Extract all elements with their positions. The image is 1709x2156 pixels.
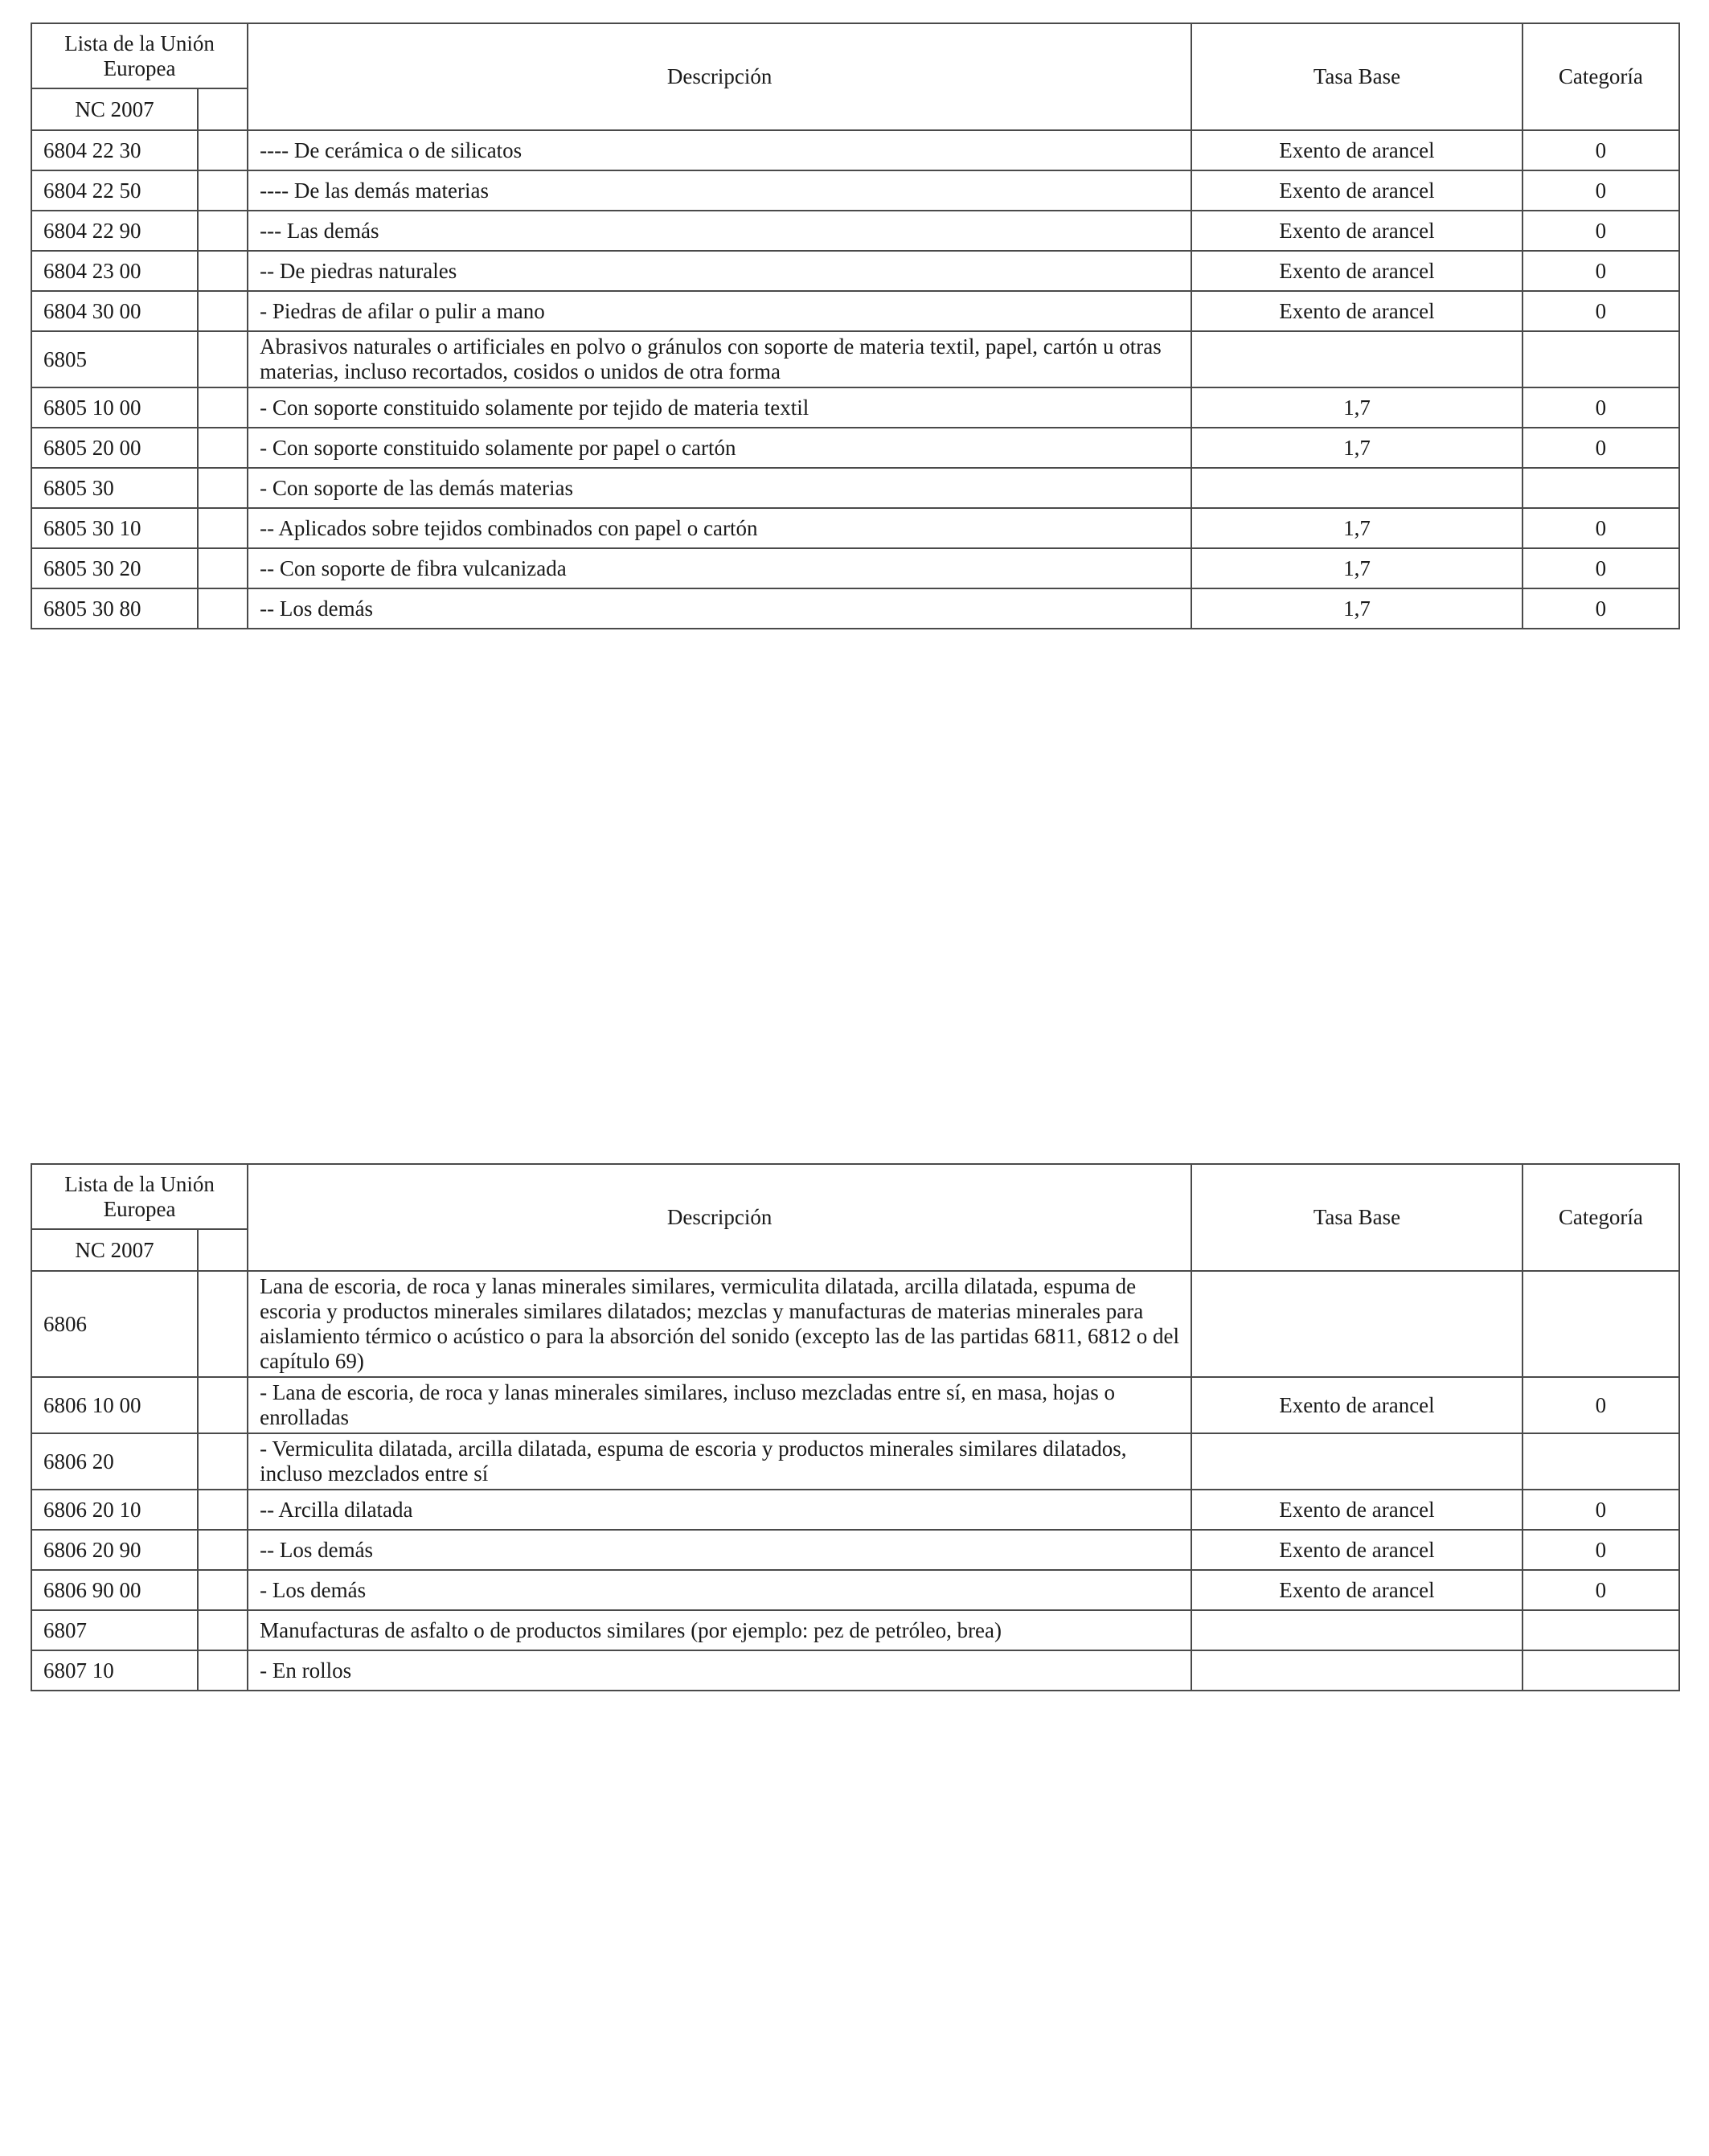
description-cell: -- Con soporte de fibra vulcanizada <box>248 548 1191 588</box>
code-cell: 6805 30 <box>31 468 198 508</box>
code-cell: 6806 20 90 <box>31 1530 198 1570</box>
blank-cell <box>198 251 248 291</box>
base-rate-cell: 1,7 <box>1191 387 1523 428</box>
list-title-header: Lista de la Unión Europea <box>31 23 248 88</box>
table-row <box>31 1650 1679 1691</box>
category-header: Categoría <box>1523 23 1679 130</box>
blank-cell <box>198 387 248 428</box>
category-cell <box>1523 468 1679 508</box>
category-cell: 0 <box>1523 130 1679 170</box>
blank-cell <box>198 548 248 588</box>
base-rate-cell: Exento de arancel <box>1191 291 1523 331</box>
base-rate-cell: 1,7 <box>1191 428 1523 468</box>
blank-cell <box>198 508 248 548</box>
description-cell: Abrasivos naturales o artificiales en polvo o gránulos con soporte de materia textil, papel, cartón u otras materias, incluso recortados, cosidos o unidos de otra forma <box>248 331 1191 387</box>
blank-cell <box>198 1610 248 1650</box>
base-rate-cell: 1,7 <box>1191 508 1523 548</box>
base-rate-cell <box>1191 331 1523 387</box>
blank-cell <box>198 211 248 251</box>
category-cell <box>1523 1650 1679 1691</box>
code-cell: 6806 20 10 <box>31 1490 198 1530</box>
description-cell: - Los demás <box>248 1570 1191 1610</box>
base-rate-cell: Exento de arancel <box>1191 251 1523 291</box>
category-cell: 0 <box>1523 1490 1679 1530</box>
code-cell: 6804 22 50 <box>31 170 198 211</box>
description-cell: - Con soporte constituido solamente por papel o cartón <box>248 428 1191 468</box>
blank-cell <box>198 1377 248 1433</box>
blank-cell <box>198 291 248 331</box>
description-header: Descripción <box>248 23 1191 130</box>
description-cell: -- Los demás <box>248 1530 1191 1570</box>
table-row <box>31 331 1679 387</box>
category-cell: 0 <box>1523 387 1679 428</box>
description-cell: --- Las demás <box>248 211 1191 251</box>
base-rate-cell: 1,7 <box>1191 548 1523 588</box>
nc-header: NC 2007 <box>31 88 198 130</box>
table-row <box>31 387 1679 428</box>
code-cell: 6806 20 <box>31 1433 198 1490</box>
code-cell: 6804 30 00 <box>31 291 198 331</box>
description-cell: ---- De cerámica o de silicatos <box>248 130 1191 170</box>
table-row <box>31 548 1679 588</box>
code-cell: 6805 20 00 <box>31 428 198 468</box>
blank-cell <box>198 1271 248 1377</box>
category-cell: 0 <box>1523 1530 1679 1570</box>
base-rate-cell: Exento de arancel <box>1191 1570 1523 1610</box>
description-cell: -- Los demás <box>248 588 1191 629</box>
list-title-header: Lista de la Unión Europea <box>31 1164 248 1229</box>
blank-cell <box>198 428 248 468</box>
base-rate-cell <box>1191 468 1523 508</box>
category-cell: 0 <box>1523 588 1679 629</box>
table-row <box>31 1530 1679 1570</box>
base-rate-cell <box>1191 1610 1523 1650</box>
nc-header: NC 2007 <box>31 1229 198 1271</box>
table-row <box>31 1570 1679 1610</box>
base-rate-cell: 1,7 <box>1191 588 1523 629</box>
description-cell: Lana de escoria, de roca y lanas minerales similares, vermiculita dilatada, arcilla dilatada, espuma de escoria y productos minerales similares dilatados; mezclas y manufacturas de materias minerales para aislamiento térmico o acústico o para la absorción del sonido (excepto las de las partidas 6811, 6812 o del capítulo 69) <box>248 1271 1191 1377</box>
blank-cell <box>198 1433 248 1490</box>
category-cell <box>1523 1433 1679 1490</box>
base-rate-cell <box>1191 1433 1523 1490</box>
description-cell: - Lana de escoria, de roca y lanas minerales similares, incluso mezcladas entre sí, en masa, hojas o enrolladas <box>248 1377 1191 1433</box>
code-cell: 6806 90 00 <box>31 1570 198 1610</box>
table-row <box>31 1490 1679 1530</box>
base-rate-cell: Exento de arancel <box>1191 1530 1523 1570</box>
category-cell: 0 <box>1523 211 1679 251</box>
code-cell: 6805 30 80 <box>31 588 198 629</box>
code-cell: 6805 <box>31 331 198 387</box>
base-rate-header: Tasa Base <box>1191 23 1523 130</box>
category-cell <box>1523 1271 1679 1377</box>
table-1-body <box>31 23 1679 629</box>
code-cell: 6804 22 30 <box>31 130 198 170</box>
base-rate-cell <box>1191 1650 1523 1691</box>
description-cell: - Con soporte de las demás materias <box>248 468 1191 508</box>
description-cell: -- Arcilla dilatada <box>248 1490 1191 1530</box>
category-cell <box>1523 1610 1679 1650</box>
table-row <box>31 1433 1679 1490</box>
base-rate-cell: Exento de arancel <box>1191 170 1523 211</box>
blank-cell <box>198 468 248 508</box>
code-cell: 6805 30 20 <box>31 548 198 588</box>
base-rate-cell: Exento de arancel <box>1191 211 1523 251</box>
category-cell: 0 <box>1523 170 1679 211</box>
blank-cell <box>198 588 248 629</box>
code-cell: 6807 <box>31 1610 198 1650</box>
description-cell: -- Aplicados sobre tejidos combinados con papel o cartón <box>248 508 1191 548</box>
description-cell: - Con soporte constituido solamente por tejido de materia textil <box>248 387 1191 428</box>
category-cell: 0 <box>1523 251 1679 291</box>
blank-cell <box>198 130 248 170</box>
tariff-table-1 <box>31 23 1680 629</box>
table-row <box>31 291 1679 331</box>
table-row <box>31 588 1679 629</box>
table-row <box>31 130 1679 170</box>
description-cell: - Vermiculita dilatada, arcilla dilatada, espuma de escoria y productos minerales similares dilatados, incluso mezclados entre sí <box>248 1433 1191 1490</box>
category-cell: 0 <box>1523 291 1679 331</box>
code-cell: 6806 <box>31 1271 198 1377</box>
category-cell <box>1523 331 1679 387</box>
code-cell: 6805 30 10 <box>31 508 198 548</box>
base-rate-header: Tasa Base <box>1191 1164 1523 1271</box>
table-row <box>31 251 1679 291</box>
base-rate-cell: Exento de arancel <box>1191 1377 1523 1433</box>
code-cell: 6805 10 00 <box>31 387 198 428</box>
description-cell: - Piedras de afilar o pulir a mano <box>248 291 1191 331</box>
table-row <box>31 468 1679 508</box>
header-row <box>31 1164 1679 1229</box>
code-cell: 6806 10 00 <box>31 1377 198 1433</box>
tariff-table-2 <box>31 1163 1680 1691</box>
table-row <box>31 1271 1679 1377</box>
blank-cell <box>198 1530 248 1570</box>
blank-cell <box>198 1650 248 1691</box>
description-cell: - En rollos <box>248 1650 1191 1691</box>
table-row <box>31 508 1679 548</box>
category-header: Categoría <box>1523 1164 1679 1271</box>
category-cell: 0 <box>1523 1377 1679 1433</box>
category-cell: 0 <box>1523 508 1679 548</box>
table-row <box>31 211 1679 251</box>
table-row <box>31 428 1679 468</box>
header-blank-cell <box>198 1229 248 1271</box>
blank-cell <box>198 1570 248 1610</box>
table-row <box>31 1610 1679 1650</box>
description-header: Descripción <box>248 1164 1191 1271</box>
code-cell: 6804 23 00 <box>31 251 198 291</box>
blank-cell <box>198 170 248 211</box>
table-row <box>31 170 1679 211</box>
table-2-body <box>31 1164 1679 1691</box>
code-cell: 6807 10 <box>31 1650 198 1691</box>
category-cell: 0 <box>1523 428 1679 468</box>
base-rate-cell: Exento de arancel <box>1191 1490 1523 1530</box>
category-cell: 0 <box>1523 1570 1679 1610</box>
blank-cell <box>198 1490 248 1530</box>
blank-cell <box>198 331 248 387</box>
header-row <box>31 23 1679 88</box>
base-rate-cell <box>1191 1271 1523 1377</box>
header-blank-cell <box>198 88 248 130</box>
table-row <box>31 1377 1679 1433</box>
description-cell: ---- De las demás materias <box>248 170 1191 211</box>
base-rate-cell: Exento de arancel <box>1191 130 1523 170</box>
description-cell: Manufacturas de asfalto o de productos similares (por ejemplo: pez de petróleo, brea) <box>248 1610 1191 1650</box>
category-cell: 0 <box>1523 548 1679 588</box>
code-cell: 6804 22 90 <box>31 211 198 251</box>
description-cell: -- De piedras naturales <box>248 251 1191 291</box>
